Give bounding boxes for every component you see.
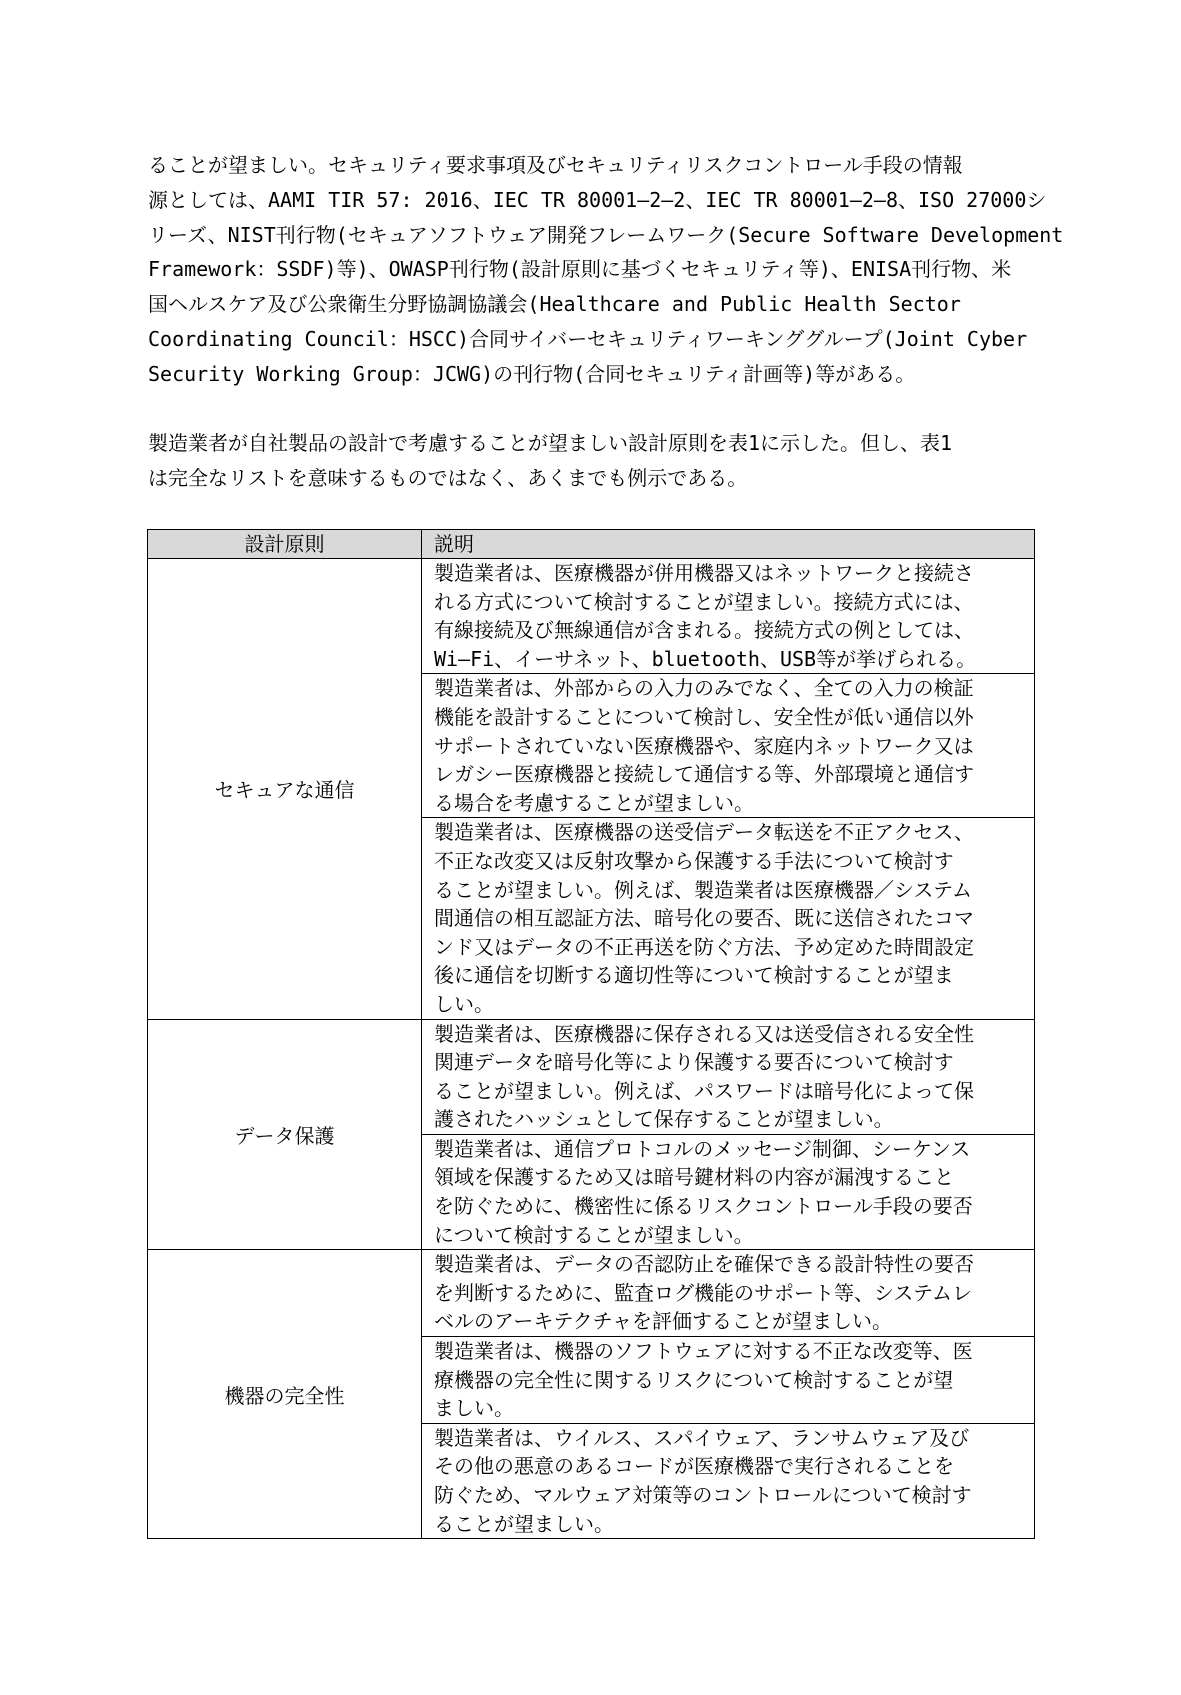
text-line: 製造業者は、医療機器の送受信データ転送を不正アクセス、 [434,820,974,845]
header-principle: 設計原則 [148,530,422,559]
description-cell [422,818,1035,1019]
text-line: 不正な改変又は反射攻撃から保護する手法について検討す [434,848,954,873]
text-line: 療機器の完全性に関するリスクについて検討することが望 [434,1367,954,1392]
text-line: 製造業者が自社製品の設計で考慮することが望ましい設計原則を表1に示した。但し、表1 [148,431,953,455]
text-line: れる方式について検討することが望ましい。接続方式には、 [434,589,974,614]
description-cell [422,559,1035,674]
text-line: ることが望ましい。例えば、製造業者は医療機器／システム [434,877,972,902]
text-line: 護されたハッシュとして保存することが望ましい。 [434,1107,894,1132]
text-line: 防ぐため、マルウェア対策等のコントロールについて検討す [434,1483,972,1507]
text-line: サポートされていない医療機器や、家庭内ネットワーク又は [434,733,974,758]
table-row [148,1250,1035,1337]
text-line: レガシー医療機器と接続して通信する等、外部環境と通信す [434,762,974,787]
intro-paragraph [148,148,1064,392]
text-line: その他の悪意のあるコードが医療機器で実行されることを [434,1454,954,1479]
text-line: ることが望ましい。セキュリティ要求事項及びセキュリティリスクコントロール手段の情報 [148,153,963,177]
text-line: 製造業者は、通信プロトコルのメッセージ制御、シーケンス [434,1136,971,1161]
text-line: 関連データを暗号化等により保護する要否について検討す [434,1050,954,1075]
text-line: Framework：SSDF)等)、OWASP刊行物(設計原則に基づくセキュリティ等)、ENISA刊行物、米 [148,257,1012,282]
text-line: は完全なリストを意味するものではなく、あくまでも例示である。 [148,465,748,490]
text-line: 製造業者は、外部からの入力のみでなく、全ての入力の検証 [434,676,974,701]
text-line: Security Working Group：JCWG)の刊行物(合同セキュリティ計画等)等がある。 [148,361,916,386]
table-row [148,1019,1035,1134]
text-line: 製造業者は、ウイルス、スパイウェア、ランサムウェア及び [434,1425,970,1450]
text-line: Wi—Fi、イーサネット、bluetooth、USB等が挙げられる。 [434,646,977,671]
text-line: 後に通信を切断する適切性等について検討することが望ま [434,963,954,988]
description-cell [422,1019,1035,1134]
text-line: リーズ、NIST刊行物(セキュアソフトウェア開発フレームワーク(Secure Software Development [148,222,1064,247]
principle-cell: セキュアな通信 [148,559,422,1020]
description-cell [422,1250,1035,1337]
description-cell [422,1134,1035,1249]
text-line: 源としては、AAMI TIR 57: 2016、IEC TR 80001—2—2、IEC TR 80001—2—8、ISO 27000シ [148,187,1047,212]
text-line: 製造業者は、データの否認防止を確保できる設計特性の要否 [434,1252,974,1277]
text-line: 製造業者は、医療機器に保存される又は送受信される安全性 [434,1021,974,1046]
table-row [148,559,1035,674]
design-principles-table [147,529,1035,1539]
text-line: を防ぐために、機密性に係るリスクコントロール手段の要否 [434,1194,973,1219]
design-principles-paragraph [148,426,1038,496]
text-line: 製造業者は、医療機器が併用機器又はネットワークと接続さ [434,561,974,585]
text-line: しい。 [434,991,494,1016]
text-line: について検討することが望ましい。 [434,1222,754,1247]
text-line: 国ヘルスケア及び公衆衛生分野協調協議会(Healthcare and Public Health Sector [148,292,961,317]
text-line: る場合を考慮することが望ましい。 [434,790,754,815]
text-line: を判断するために、監査ログ機能のサポート等、システムレ [434,1280,972,1305]
text-line: ンド又はデータの不正再送を防ぐ方法、予め定めた時間設定 [434,934,974,959]
description-cell [422,674,1035,818]
text-line: ベルのアーキテクチャを評価することが望ましい。 [434,1309,892,1334]
text-line: Coordinating Council：HSCC)合同サイバーセキュリティワーキンググループ(Joint Cyber [148,326,1028,351]
text-line: 機能を設計することについて検討し、安全性が低い通信以外 [434,704,974,729]
text-line: ることが望ましい。 [434,1511,614,1536]
text-line: 領域を保護するため又は暗号鍵材料の内容が漏洩すること [434,1165,954,1190]
principle-cell: データ保護 [148,1019,422,1250]
text-line: 有線接続及び無線通信が含まれる。接続方式の例としては、 [434,618,974,643]
header-description: 説明 [422,530,1035,559]
principle-cell: 機器の完全性 [148,1250,422,1539]
text-line: ることが望ましい。例えば、パスワードは暗号化によって保 [434,1078,974,1103]
description-cell [422,1423,1035,1538]
text-line: 間通信の相互認証方法、暗号化の要否、既に送信されたコマ [434,906,974,931]
text-line: ましい。 [434,1396,514,1421]
table-header-row [148,530,1035,559]
text-line: 製造業者は、機器のソフトウェアに対する不正な改変等、医 [434,1339,973,1364]
description-cell [422,1337,1035,1424]
